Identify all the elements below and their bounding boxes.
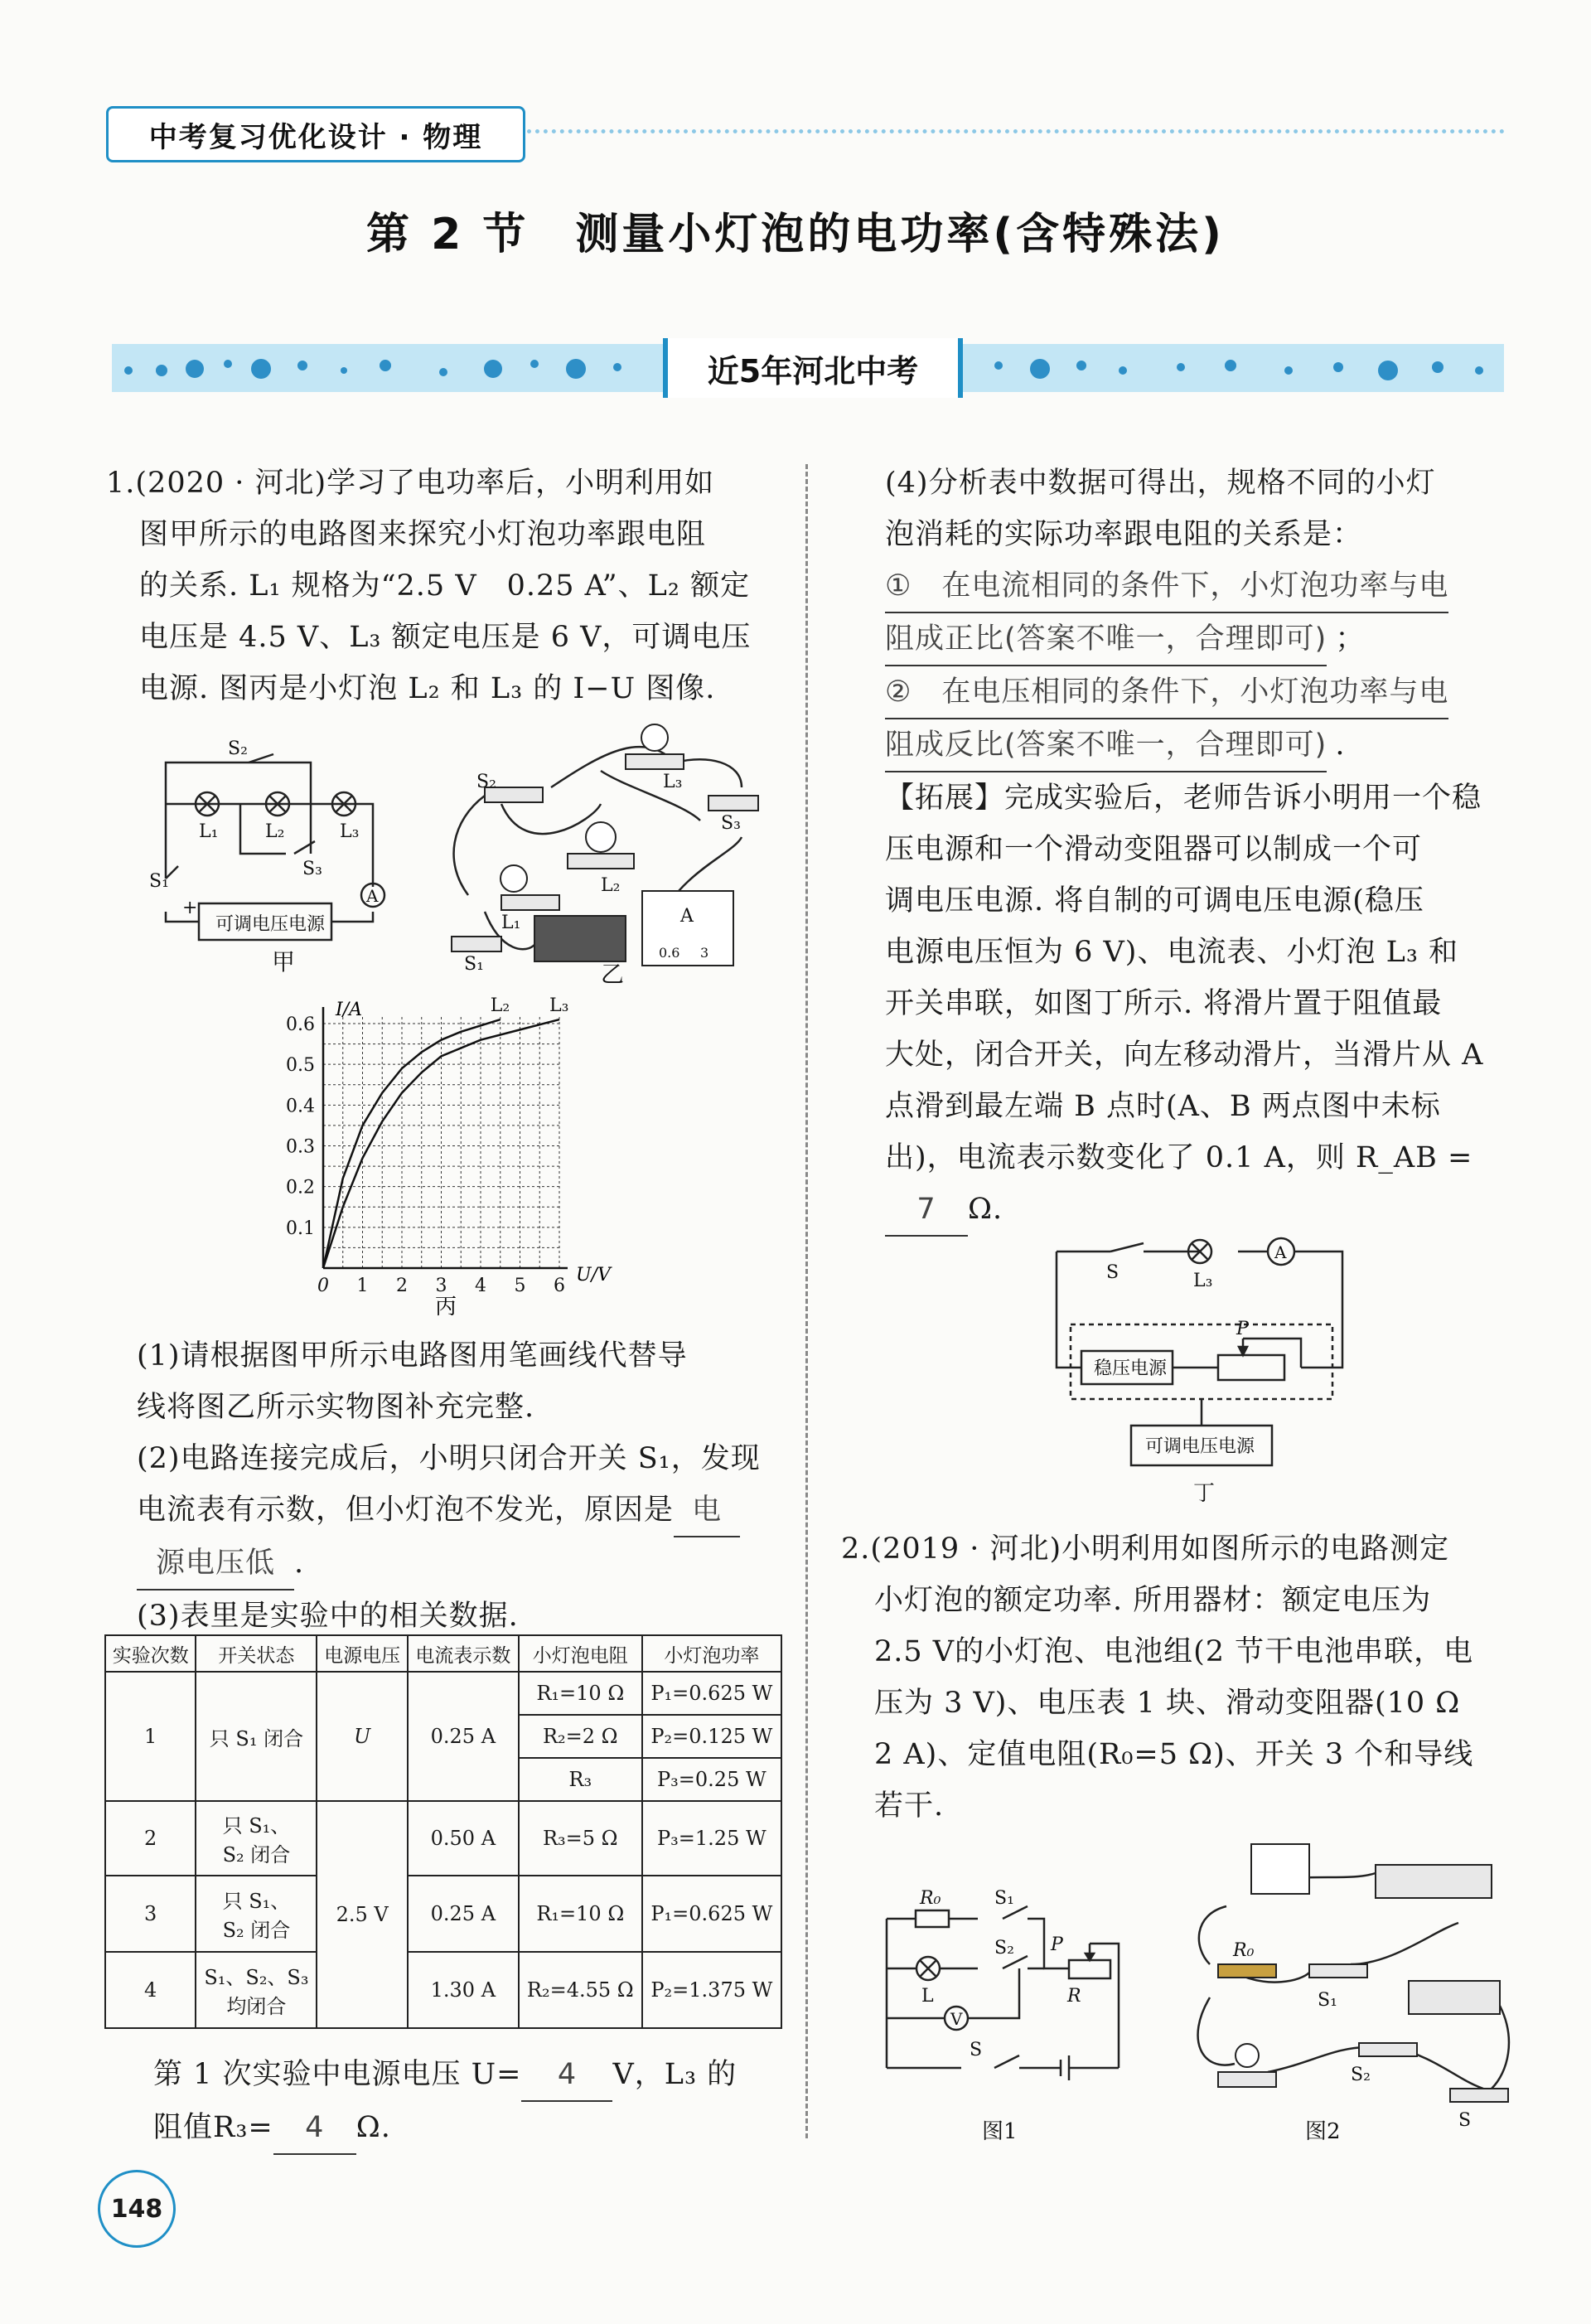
book-header-label: 中考复习优化设计 · 物理 <box>148 120 483 154</box>
x-tick-label: 3 <box>435 1276 447 1296</box>
banner-title <box>663 338 963 398</box>
ammeter-dial: A <box>680 906 694 927</box>
table-cell: 3 <box>105 1876 196 1952</box>
extension-line: 大处，闭合开关，向左移动滑片，当滑片从 A <box>885 1039 1484 1072</box>
fig1-label: R <box>1067 1986 1081 2007</box>
q1-intro-line: 的关系. L₁ 规格为“2.5 V 0.25 A”、L₂ 额定 <box>139 569 751 603</box>
q2-line: 小灯泡的额定功率. 所用器材：额定电压为 <box>874 1584 1432 1617</box>
table-row <box>105 1876 781 1952</box>
fig2-label: S <box>1458 2110 1472 2131</box>
ding-outer-label: 可调电压电源 <box>1145 1436 1255 1457</box>
switch-line: 均闭合 <box>226 1995 287 2018</box>
q2-line: 2.(2019 · 河北)小明利用如图所示的电路测定 <box>841 1532 1450 1566</box>
table-cell: P₃=1.25 W <box>642 1801 781 1876</box>
fig2-label: S₂ <box>1351 2065 1371 2085</box>
sub4-sep: ； <box>1335 622 1366 656</box>
switch-line: 只 S₁、 <box>222 1814 291 1837</box>
circuit-diagram-ding <box>1052 1227 1351 1508</box>
circuit-diagram-fig1 <box>870 1886 1144 2151</box>
yi-label: S₁ <box>464 954 484 975</box>
y-axis-label: I/A <box>336 1000 362 1020</box>
extension-line: 出)，电流表示数变化了 0.1 A，则 R_AB = <box>885 1141 1473 1174</box>
table-cell: R₂=2 Ω <box>519 1715 642 1758</box>
after-table-text-c: 阻值R₃= <box>153 2111 273 2144</box>
q2-text <box>841 1523 1521 1832</box>
q2-line: 压为 3 V)、电压表 1 块、滑动变阻器(10 Ω <box>874 1687 1461 1720</box>
fig2-caption: 图2 <box>1305 2119 1341 2144</box>
x-tick-label: 2 <box>396 1276 408 1296</box>
switch-line: 只 S₁、 <box>222 1890 291 1913</box>
rab-unit: Ω. <box>968 1193 1003 1226</box>
sub4-end: . <box>1335 729 1346 762</box>
after-table-text-a: 第 1 次实验中电源电压 U= <box>153 2058 522 2091</box>
fig1-label: S <box>970 2040 983 2060</box>
table-cell <box>196 1801 317 1876</box>
page-number: 148 <box>98 2170 176 2248</box>
jia-label: L₁ <box>199 821 219 842</box>
extension-line: 调电压电源. 将自制的可调电压电源(稳压 <box>885 884 1424 917</box>
ding-caption: 丁 <box>1193 1481 1216 1506</box>
sub1-line: (1)请根据图甲所示电路图用笔画线代替导 <box>137 1339 688 1373</box>
series-label: L₃ <box>549 995 569 1017</box>
fig2-label: S₁ <box>1318 1990 1337 2011</box>
q1-right-column <box>885 458 1515 1237</box>
banner-title-label: 近5年河北中考 <box>707 352 919 390</box>
table-header: 电流表示数 <box>408 1635 519 1672</box>
sub4-line: (4)分析表中数据可得出，规格不同的小灯 <box>885 467 1436 500</box>
x-tick-label: 4 <box>475 1276 486 1296</box>
fig2-label: R₀ <box>1233 1940 1255 1961</box>
circuit-diagram-jia <box>149 738 398 978</box>
table-cell: R₂=4.55 Ω <box>519 1952 642 2028</box>
fig1-label: S₁ <box>994 1888 1014 1909</box>
table-cell <box>196 1876 317 1952</box>
table-cell: 0.25 A <box>408 1672 519 1801</box>
sub4-answer-1b: 阻成正比(答案不唯一，合理即可) <box>885 613 1327 666</box>
jia-source-label: 可调电压电源 <box>215 914 326 935</box>
yi-caption: 乙 <box>601 961 625 988</box>
q1-intro-line: 1.(2020 · 河北)学习了电功率后，小明利用如 <box>106 467 715 500</box>
yi-label: L₂ <box>601 875 621 896</box>
q2-line: 若干. <box>874 1789 945 1823</box>
yi-label: L₃ <box>663 772 683 792</box>
switch-line: S₂ 闭合 <box>222 1919 291 1942</box>
fig1-label: L <box>921 1986 934 2007</box>
sub2-line: 电流表有示数，但小灯泡不发光，原因是 <box>137 1494 675 1527</box>
ammeter-terminal: 3 <box>700 945 709 961</box>
x-tick-label: 5 <box>514 1276 526 1296</box>
x-tick-label: 6 <box>554 1276 565 1296</box>
sub3-line: (3)表里是实验中的相关数据. <box>137 1600 519 1633</box>
table-cell: 只 S₁ 闭合 <box>196 1672 317 1801</box>
yi-label: S₂ <box>476 772 496 792</box>
table-cell: P₂=0.125 W <box>642 1715 781 1758</box>
yi-label: S₃ <box>721 813 741 834</box>
y-tick-label: 0.5 <box>286 1055 315 1077</box>
x-tick-label: 1 <box>356 1276 369 1296</box>
table-cell: 1 <box>105 1672 196 1801</box>
q1-intro <box>106 458 786 714</box>
data-table <box>104 1634 782 2029</box>
extension-line: 电源电压恒为 6 V)、电流表、小灯泡 L₃ 和 <box>885 936 1458 969</box>
sub4-answer-1a: ① 在电流相同的条件下，小灯泡功率与电 <box>885 560 1448 613</box>
q1-intro-line: 电源. 图丙是小灯泡 L₂ 和 L₃ 的 I−U 图像. <box>139 672 716 705</box>
yi-label: L₁ <box>501 913 521 933</box>
extension-line: 压电源和一个滑动变阻器可以制成一个可 <box>885 833 1423 866</box>
fig1-label: S₂ <box>994 1938 1014 1958</box>
jia-label: L₃ <box>340 821 360 842</box>
book-header <box>106 106 525 162</box>
section-title: 第 2 节 测量小灯泡的电功率(含特殊法) <box>366 210 1225 259</box>
table-cell <box>196 1952 317 2028</box>
y-tick-label: 0.2 <box>286 1177 315 1198</box>
ding-label: S <box>1106 1262 1120 1283</box>
physical-circuit-fig2 <box>1185 1840 1525 2151</box>
table-cell: 2 <box>105 1801 196 1876</box>
table-cell: R₃=5 Ω <box>519 1801 642 1876</box>
rab-answer: 7 <box>885 1184 968 1237</box>
after-table-text-b: V，L₃ 的 <box>612 2058 737 2091</box>
column-divider <box>805 464 808 2138</box>
jia-label: S₂ <box>228 738 248 759</box>
ding-ammeter: A <box>1274 1242 1287 1262</box>
table-cell: U <box>317 1672 407 1801</box>
extension-line: 【拓展】完成实验后，老师告诉小明用一个稳 <box>885 782 1482 815</box>
switch-line: S₁、S₂、S₃ <box>204 1966 309 1989</box>
resistance-answer: 4 <box>273 2102 356 2155</box>
bing-caption: 丙 <box>435 1295 457 1319</box>
table-header: 开关状态 <box>196 1635 317 1672</box>
table-header: 小灯泡电阻 <box>519 1635 642 1672</box>
table-row <box>105 1801 781 1876</box>
fig1-caption: 图1 <box>982 2119 1018 2144</box>
sub4-answer-2b: 阻成反比(答案不唯一，合理即可) <box>885 719 1327 772</box>
y-tick-label: 0.6 <box>286 1014 315 1035</box>
extension-line: 点滑到最左端 B 点时(A、B 两点图中未标 <box>885 1090 1441 1123</box>
ammeter-symbol: A <box>366 886 379 906</box>
q2-line: 2.5 V的小灯泡、电池组(2 节干电池串联，电 <box>874 1635 1474 1668</box>
q1-intro-line: 图甲所示的电路图来探究小灯泡功率跟电阻 <box>139 518 707 551</box>
fig1-label: R₀ <box>920 1888 941 1909</box>
y-tick-label: 0.3 <box>286 1136 315 1158</box>
table-cell: 2.5 V <box>317 1801 407 2028</box>
sub2-answer-a: 电 <box>674 1484 740 1537</box>
table-cell: 4 <box>105 1952 196 2028</box>
jia-label: L₂ <box>265 821 285 842</box>
table-cell: P₁=0.625 W <box>642 1876 781 1952</box>
table-header: 电源电压 <box>317 1635 407 1672</box>
y-tick-label: 0.1 <box>286 1218 315 1239</box>
table-cell: R₁=10 Ω <box>519 1672 642 1715</box>
table-cell: P₂=1.375 W <box>642 1952 781 2028</box>
ding-label: L₃ <box>1193 1271 1213 1291</box>
sub2-answer-b: 源电压低 <box>137 1537 294 1590</box>
table-cell: R₃ <box>519 1758 642 1801</box>
table-cell: P₃=0.25 W <box>642 1758 781 1801</box>
after-table-text-d: Ω. <box>355 2111 391 2144</box>
x-axis-label: U/V <box>576 1265 611 1285</box>
table-header: 实验次数 <box>105 1635 196 1672</box>
sub2-end: . <box>294 1547 305 1580</box>
after-table-text <box>153 2049 791 2155</box>
table-header: 小灯泡功率 <box>642 1635 781 1672</box>
y-tick-label: 0.4 <box>286 1096 315 1117</box>
q1-sub-questions <box>137 1330 787 1642</box>
ammeter-terminal: 0.6 <box>659 945 680 961</box>
switch-line: S₂ 闭合 <box>222 1843 291 1866</box>
svg-text:+: + <box>182 898 198 918</box>
jia-label: S₃ <box>302 859 322 879</box>
ding-slider-label: P <box>1236 1319 1249 1339</box>
iu-chart-bing <box>286 990 611 1322</box>
sub2-line: (2)电路连接完成后，小明只闭合开关 S₁，发现 <box>137 1442 761 1475</box>
table-cell: 0.25 A <box>408 1876 519 1952</box>
voltage-answer: 4 <box>521 2049 612 2102</box>
ding-inner-label: 稳压电源 <box>1094 1358 1168 1379</box>
x-tick-label: 0 <box>317 1276 329 1296</box>
jia-label: S₁ <box>149 871 169 892</box>
fig1-voltmeter: V <box>950 2009 963 2029</box>
table-cell: 1.30 A <box>408 1952 519 2028</box>
table-row <box>105 1952 781 2028</box>
sub4-line: 泡消耗的实际功率跟电阻的关系是： <box>885 518 1363 551</box>
sub4-answer-2a: ② 在电压相同的条件下，小灯泡功率与电 <box>885 666 1448 719</box>
table-row <box>105 1672 781 1715</box>
extension-line: 开关串联，如图丁所示. 将滑片置于阻值最 <box>885 987 1443 1020</box>
q1-intro-line: 电压是 4.5 V、L₃ 额定电压是 6 V，可调电压 <box>139 621 752 654</box>
jia-caption: 甲 <box>272 948 296 976</box>
table-cell: 0.50 A <box>408 1801 519 1876</box>
series-label: L₂ <box>490 995 510 1017</box>
table-cell: R₁=10 Ω <box>519 1876 642 1952</box>
q2-line: 2 A)、定值电阻(R₀=5 Ω)、开关 3 个和导线 <box>874 1738 1474 1771</box>
table-cell: P₁=0.625 W <box>642 1672 781 1715</box>
sub1-line: 线将图乙所示实物图补充完整. <box>137 1391 535 1424</box>
physical-circuit-yi <box>435 704 783 988</box>
series-line-2 <box>323 1019 501 1268</box>
fig1-label: P <box>1051 1934 1063 1955</box>
header-dotted-rule <box>527 129 1505 133</box>
